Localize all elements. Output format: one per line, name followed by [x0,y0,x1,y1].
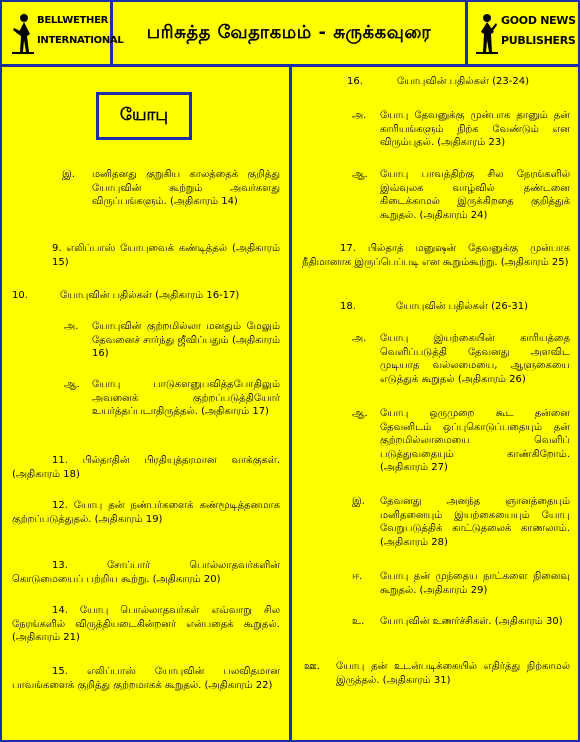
column-divider [289,64,292,740]
left-section-14 [12,604,280,645]
section-text: 12. யோபு தன் நண்பர்களைக் கண்மூடித்தனமாக குற்றப்படுத்துதல். (அதிகாரம் 19) [12,500,280,525]
item-text: மனிதனது குறுகிய காலத்தைக் குறித்து யோபுவின் கூற்றும் அவர்களது விருப்பங்களும். (அதிகாரம் 14) [92,169,280,207]
good-news-logo-line1: GOOD NEWS [501,14,576,27]
left-section-15 [12,665,280,692]
item-marker: ஆ. [352,408,368,419]
item-text: யோபு இயற்கையின் காரியத்தை வெளிப்படுத்தி தேவனது அளவிட முடியாத வல்லமையை, ஆளுகையை எடுத்துக் கூறுதல் (அதிகாரம் 26) [380,333,570,385]
left-item-a [64,320,280,361]
item-text: யோபுவின் உணர்ச்சிகள். (அதிகாரம் 30) [380,616,563,627]
right-item-b [352,332,570,386]
item-marker: அ. [352,333,367,344]
header-title-cell [113,2,468,64]
page-header [2,2,578,67]
right-item-bb [352,407,570,475]
section-text: 9. எலிப்பாஸ் யோபுவைக் கண்டித்தல் (அதிகாரம் 15) [52,243,280,268]
item-text: யோபு ஒருமுறை கூட தன்னை தேவனிடம் ஒப்புகொடுப்பதையும் தன் குற்றமில்லாமையை வெளிப் படுத்துவதையும் காண்கிறோம். (அதிகாரம் 27) [380,408,570,473]
right-item-d [352,570,570,597]
item-marker: அ. [64,321,79,332]
left-item-i [62,168,280,209]
right-item-e [352,615,570,629]
item-text: தேவனது அனந்த ஞானத்தையும் மனிதனையும் இயற்கையையும் யோபு வேறுபடுத்திக் காட்டுதலைக் காணலாம். (அதிகாரம் 28) [380,496,570,548]
left-item-aa [64,378,280,419]
right-item-a [352,109,570,150]
left-section-13 [12,559,280,586]
section-text: 15. எலிப்பாஸ் யோபுவின் பலவிதமான பாவங்களைக் குறித்து குற்றமாகக் கூறுதல். (அதிகாரம் 22) [12,666,280,691]
item-marker: ஆ. [64,379,80,390]
item-marker: ஆ. [352,169,368,180]
section-number: 18. [340,301,356,312]
item-marker: ஈ. [352,571,363,582]
item-text: யோபு தேவனுக்கு முன்பாக தானும் தன் காரியங்களும் நிற்க வேண்டும் என விரும்புதல். (அதிகாரம் 23) [380,110,570,148]
right-item-f [304,660,570,687]
right-item-c [352,495,570,549]
right-section-17 [302,242,570,269]
section-title: யோபுவின் பதில்கள் (23-24) [397,76,529,87]
section-text: 14. யோபு பொல்லாதவர்கள் எவ்வாறு சில நேரங்களில் விருத்தியடைகின்றனர் என்பதைக் கூறுதல். (அதிகாரம் 21) [12,605,280,643]
bellwether-figure-icon [12,12,34,54]
item-marker: இ. [62,169,75,180]
good-news-logo [468,2,578,64]
book-title: யோபு [119,105,169,125]
good-news-logo-line2: PUBLISHERS [501,34,576,47]
item-text: யோபு பாவத்திற்கு சில நேரங்களில் இவ்வுலக வாழ்வில் தண்டனை கிடைக்காமல் இருக்கிறதை குறித்துக் கூறுதல். (அதிகாரம் 24) [380,169,570,221]
bellwether-logo [2,2,124,64]
section-text: 13. சோப்பார் பொல்லாதவர்களின் கொடுமையைப் பற்றிய கூற்று. (அதிகாரம் 20) [12,560,280,585]
item-text: யோபு தன் உடன்படிக்கையில் எதிர்த்து நிற்காமல் இருத்தல். (அதிகாரம் 31) [336,661,570,686]
section-number: 16. [347,76,363,87]
right-section-18-heading [340,300,570,313]
good-news-figure-icon [476,12,498,54]
right-section-16-heading [347,75,572,88]
section-number: 10. [12,290,28,301]
item-marker: இ. [352,496,365,507]
section-title: யோபுவின் பதில்கள் (26-31) [396,301,528,312]
section-text: 11. பில்தாதின் பிரதியுத்தரமான வாக்குகள். (அதிகாரம் 18) [12,455,280,480]
left-section-9 [52,242,280,269]
item-marker: ஊ. [304,661,320,672]
page-title: பரிசுத்த வேதாகமம் - சுருக்கவுரை [146,21,432,43]
left-section-12 [12,499,280,526]
left-section-10-heading [12,289,280,302]
item-text: யோபு தன் முந்தைய நாட்களை நினைவு கூறுதல். (அதிகாரம் 29) [380,571,570,596]
item-marker: அ. [352,110,367,121]
item-marker: உ. [352,616,365,627]
section-title: யோபுவின் பதில்கள் (அதிகாரம் 16-17) [60,290,240,301]
bellwether-logo-line2: INTERNATIONAL [37,35,124,46]
item-text: யோபு பாடுகளனுபவித்தபோதிலும் அவனைக் குற்றப்படுத்தியோர் உயர்த்தப்படாதிருத்தல். (அதிகாரம் 17) [92,379,280,417]
item-text: யோபுவின் குற்றமில்லா மனதும் மேலும் தேவனைச் சார்ந்து ஜீவிப்பதும் (அதிகாரம் 16) [92,321,280,359]
left-section-11 [12,454,280,481]
book-title-box [96,92,192,140]
section-text: 17. பில்தாத் மனுஷன் தேவனுக்கு முன்பாக நீதிமானாக இருப்பெப்படி என கூறும்கூற்று. (அதிகாரம் 25) [302,243,570,268]
right-item-aa [352,168,570,222]
bellwether-logo-line1: BELLWETHER [37,15,109,26]
